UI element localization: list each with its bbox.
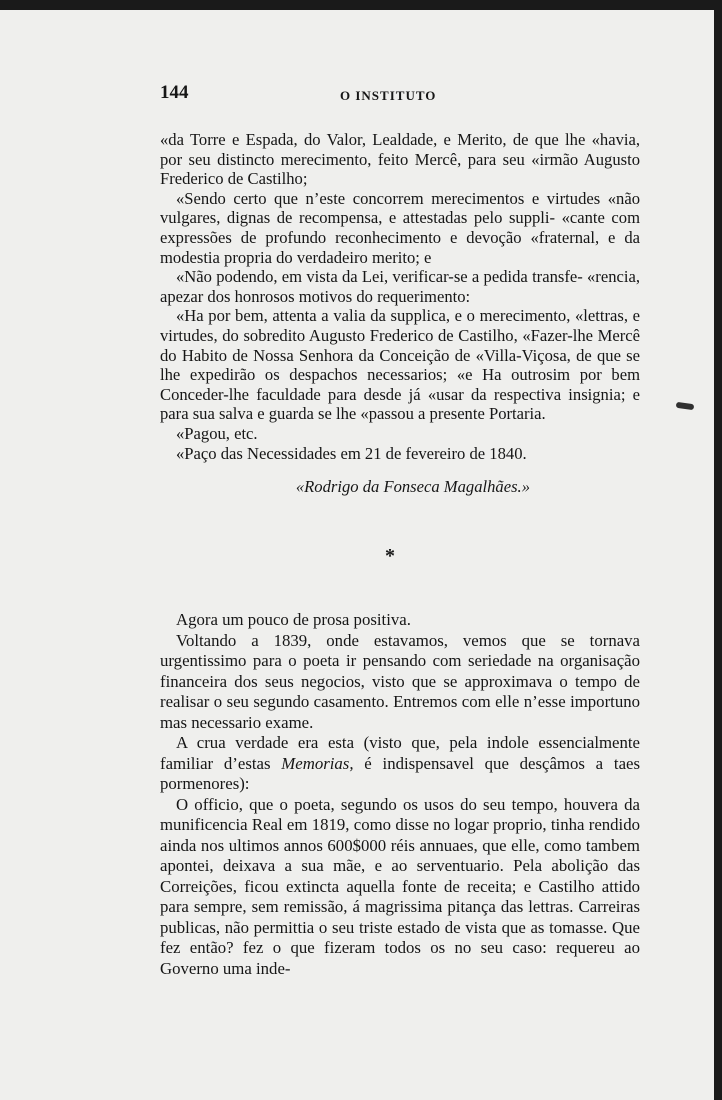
quote-paragraph: «Ha por bem, attenta a valia da supplica, e o merecimento, «lettras, e virtudes, do sobredito Augusto Frederico de Castilho, «Fazer-lhe Mercê do Habito de Nossa Senhora da Conceição de «Villa-Viçosa, de que se lhe expedirão os despachos necessarios; «e Ha outrosim por bem Conceder-lhe faculdade para desde já «usar da respectiva insignia; e para sua salva e guarda se lhe «passou a presente Portaria. (160, 306, 640, 424)
prose-paragraph: Voltando a 1839, onde estavamos, vemos que se tornava urgentissimo para o poeta ir pensando com seriedade na organisação financeira dos seus negocios, visto que se approximava o tempo de realisar o seu segundo casamento. Entremos com elle n’esse importuno mas necessario exame. (160, 630, 640, 732)
prose-text: A crua verdade era esta (visto que, pela indole essencialmente familiar d’estas (160, 733, 640, 773)
signature-line: «Rodrigo da Fonseca Magalhães.» (295, 477, 530, 497)
prose-paragraph: O officio, que o poeta, segundo os usos do seu tempo, houvera da munificencia Real em 1819, como disse no logar proprio, tinha rendido ainda nos ultimos annos 600$000 réis annuaes, que elle, como tambem apontei, deixava a sua mãe, e ao serventuario. Pela abolição das Correições, ficou extincta aquella fonte de receita; e Castilho attido para sempre, sem remissão, á magrissima pitança das lettras. Carreiras publicas, não permittia o seu triste estado de vista que as tomasse. Que fez então? fez o que fizeram todos os no seu caso: requereu ao Governo uma inde- (160, 794, 640, 978)
quote-paragraph: «Pagou, etc. (176, 423, 258, 443)
prose-paragraph (160, 733, 640, 795)
prose-paragraph: Agora um pouco de prosa positiva. (176, 610, 411, 630)
book-page (160, 82, 640, 979)
quote-paragraph: «Paço das Necessidades em 21 de fevereiro de 1840. (176, 443, 527, 463)
quote-paragraph: «Não podendo, em vista da Lei, verificar-se a pedida transfe- «rencia, apezar dos honrosos motivos do requerimento: (160, 267, 640, 306)
italic-title: Memorias, (281, 753, 354, 773)
page-number: 144 (160, 82, 189, 103)
section-separator: * (385, 545, 395, 568)
quote-paragraph: «Sendo certo que n’este concorrem merecimentos e virtudes «não vulgares, dignas de recompensa, e attestadas pelo suppli- «cante com expressões de profundo reconhecimento e devoção «fraternal, e da modestia propria do verdadeiro merito; e (160, 188, 640, 267)
quote-paragraph: «da Torre e Espada, do Valor, Lealdade, e Merito, de que lhe «havia, por seu distincto merecimento, feito Mercê, para seu «irmão Augusto Frederico de Castilho; (160, 130, 640, 189)
prose-section (160, 610, 640, 979)
running-head: O INSTITUTO (340, 88, 437, 103)
quoted-decree (160, 130, 640, 463)
scan-smudge (676, 402, 695, 410)
scan-border-right (714, 0, 722, 1100)
page-header (160, 82, 640, 108)
prose-text: é indispensavel que desçâmos a taes pormenores): (160, 753, 640, 794)
scan-border-top (0, 0, 722, 10)
